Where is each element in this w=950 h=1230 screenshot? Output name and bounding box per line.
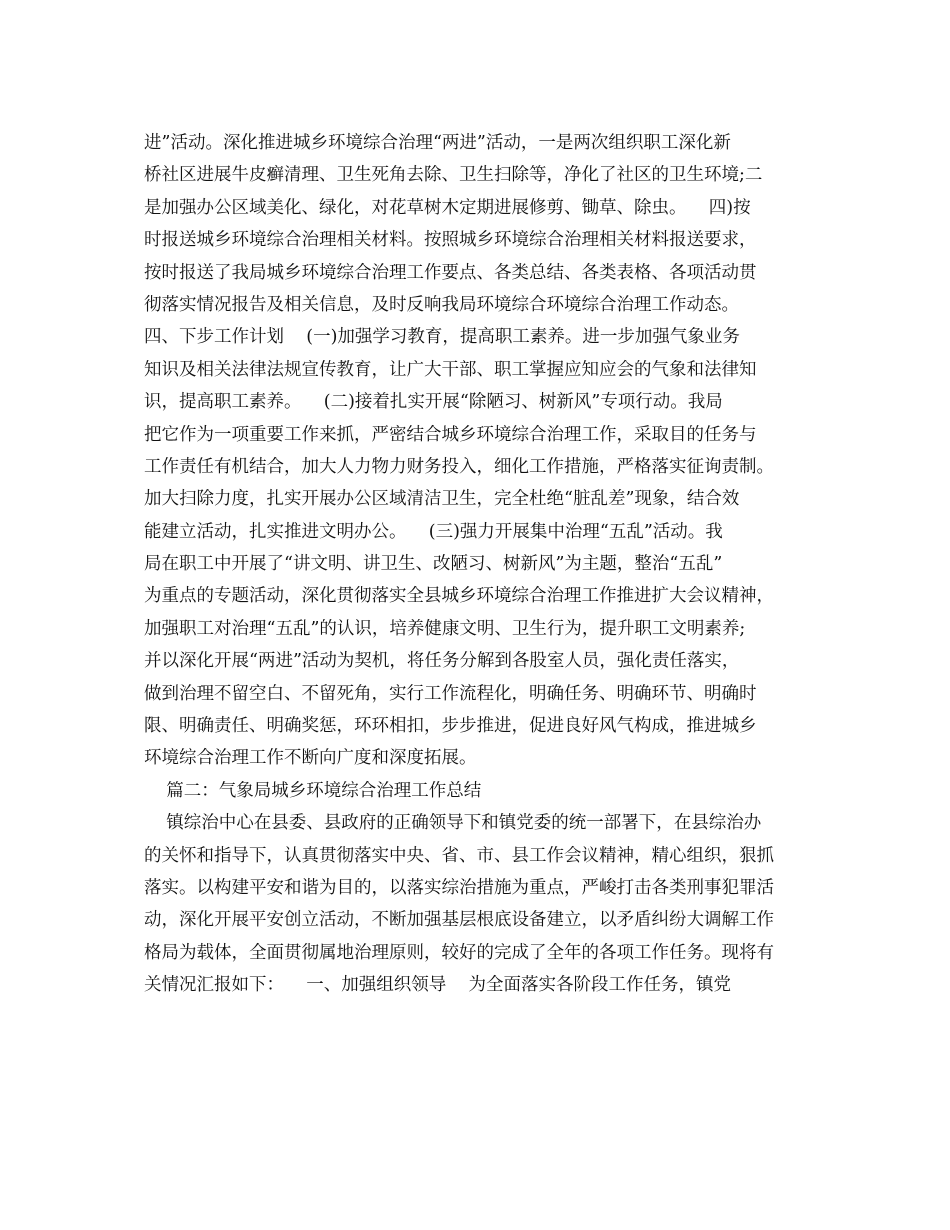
text-line: 加大扫除力度，扎实开展办公区域清洁卫生，完全杜绝“脏乱差”现象，结合效 (144, 489, 740, 510)
text-line: 按时报送了我局城乡环境综合治理工作要点、各类总结、各类表格、各项活动贯 (144, 262, 757, 283)
text-line: 格局为载体，全面贯彻属地治理原则，较好的完成了全年的各项工作任务。现将有 (144, 942, 774, 963)
text-line: 进”活动。深化推进城乡环境综合治理“两进”活动，一是两次组织职工深化新 (144, 133, 731, 153)
text-line: 环境综合治理工作不断向广度和深度拓展。 (144, 748, 477, 769)
text-line: 落实。以构建平安和谐为目的，以落实综治措施为重点，严峻打击各类刑事犯罪活 (144, 877, 774, 898)
document-body (144, 127, 824, 1002)
text-line: 时报送城乡环境综合治理相关材料。按照城乡环境综合治理相关材料报送要求， (144, 230, 757, 251)
text-line: 识，提高职工素养。 (二)接着扎实开展“除陋习、树新风”专项行动。我局 (144, 392, 723, 413)
text-line: 彻落实情况报告及相关信息，及时反响我局环境综合环境综合治理工作动态。 (144, 294, 739, 315)
text-line: 限、明确责任、明确奖惩，环环相扣，步步推进，促进良好风气构成，推进城乡 (144, 716, 757, 737)
section-heading: 篇二：气象局城乡环境综合治理工作总结 (144, 780, 482, 801)
text-line: 并以深化开展“两进”活动为契机，将任务分解到各股室人员，强化责任落实， (144, 651, 740, 672)
text-line: 把它作为一项重要工作来抓，严密结合城乡环境综合治理工作，采取目的任务与 (144, 424, 757, 445)
text-line: 局在职工中开展了“讲文明、讲卫生、改陋习、树新风”为主题，整治“五乱” (144, 554, 723, 575)
text-line: 四、下步工作计划 (一)加强学习教育，提高职工素养。进一步加强气象业务 (144, 327, 740, 348)
text-line: 工作责任有机结合，加大人力物力财务投入，细化工作措施，严格落实征询责制。 (144, 456, 774, 477)
text-line: 桥社区进展牛皮癣清理、卫生死角去除、卫生扫除等，净化了社区的卫生环境;二 (144, 165, 763, 186)
text-line: 为重点的专题活动，深化贯彻落实全县城乡环境综合治理工作推进扩大会议精神， (144, 586, 774, 607)
text-line: 动，深化开展平安创立活动，不断加强基层根底设备建立，以矛盾纠纷大调解工作 (144, 910, 774, 931)
text-line: 知识及相关法律法规宣传教育，让广大干部、职工掌握应知应会的气象和法律知 (144, 359, 757, 380)
text-line: 镇综治中心在县委、县政府的正确领导下和镇党委的统一部署下，在县综治办 (144, 813, 762, 834)
text-line: 做到治理不留空白、不留死角，实行工作流程化，明确任务、明确环节、明确时 (144, 683, 757, 704)
text-line: 关情况汇报如下： 一、加强组织领导 为全面落实各阶段工作任务，镇党 (144, 975, 731, 996)
text-line: 能建立活动，扎实推进文明办公。 (三)强力开展集中治理“五乱”活动。我 (144, 521, 723, 542)
text-line: 加强职工对治理“五乱”的认识，培养健康文明、卫生行为，提升职工文明素养; (144, 618, 746, 639)
text-line: 的关怀和指导下，认真贯彻落实中央、省、市、县工作会议精神，精心组织，狠抓 (144, 845, 774, 866)
text-line: 是加强办公区域美化、绿化，对花草树木定期进展修剪、锄草、除虫。 四)按 (144, 197, 751, 218)
